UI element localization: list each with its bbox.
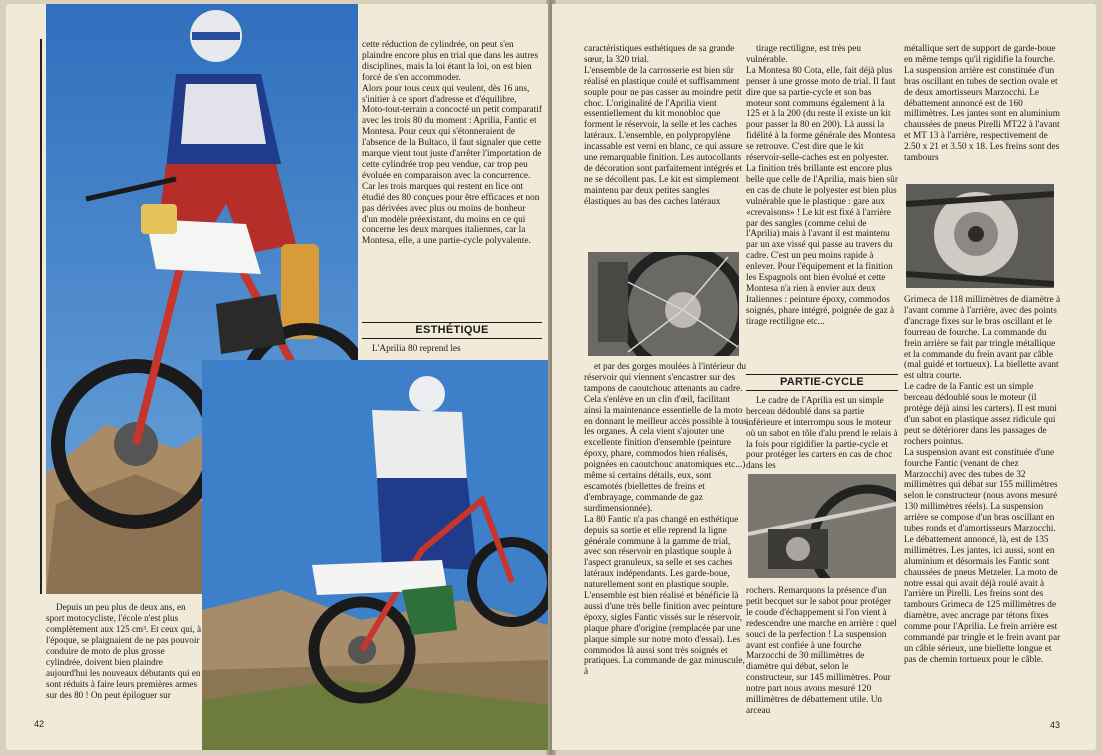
- left-page: [6, 4, 548, 750]
- col2-top-text: tirage rectiligne, est très peu vulnérable. La Montesa 80 Cota, elle, fait déjà plus penser à une grosse moto de trial. Il faut dire que sa partie-cycle et son bas moteur sont communs également à la 125 et à la 200 (du reste il existe un kit pour passer la 80 en 200). Là aussi la fidélité à la forme générale des Montesa se retrouve. C'est dire que le kit réservoir-selle-caches est en polyester. La finition très brillante est encore plus belle que celle de l'Aprilia, mais bien sûr en cas de chute le polyester est bien plus vulnérable que le plastique : gare aux «crevaisons» ! Le kit est fixé à l'arrière par des sangles (comme celui de l'Aprilia) mais à l'avant il est maintenu par un axe vissé qui passe au travers du cadre. C'est un peu moins rapide à enlever. Pour l'équipement et la finition les Espagnols ont bien évolué et cette Montesa n'a rien à envier aux deux Italiennes : peinture époxy, commodos soignés, phare intégré, poignée de gaz à tirage rectiligne etc...: [746, 44, 898, 327]
- page-number-right: 43: [1050, 720, 1061, 730]
- col3-bottom-text: Grimeca de 118 millimètres de diamètre à l'avant comme à l'arrière, avec des points d'ancrage fixes sur le bras oscillant et le fourreau de fourche. La commande du frein arrière se fait par tringle métallique et la commande du frein avant par câble (mal guidé et tortueux). La biellette avant est ultra courte. Le cadre de la Fantic est un simple berceau dédoublé sous le moteur (il protège déjà ainsi les carters). Il est muni d'un sabot en plastique assez ridicule qui peut se détériorer dans les passages de rochers pointus. La suspension avant est constituée d'une fourche Fantic (venant de chez Marzocchi) avec des tubes de 32 millimètres qui débat sur 155 millimètres selon le constructeur (nous avons mesuré 130 millimètres réels). La suspension arrière se compose d'un bras oscillant en tubes ronds et d'amortisseurs Marzocchi. Le débattement annoncé, là, est de 135 millimètres. Les jantes, ici aussi, sont en aluminium et désormais les Fantic sont chaussées de pneus Metzeler. La moto de notre essai qui avait déjà roulé avait à l'arrière un Pirelli. Les freins sont des tambours Grimeca de 125 millimètres de diamètre, avec ancrage par tétons fixes comme pour l'Aprilia. Le frein arrière est commandé par tringle et le frein avant par un câble sérieux, une biellette longue et pas de chemin tortueux pour le câble.: [904, 295, 1061, 665]
- second-trial-photo: [202, 360, 548, 750]
- intro-caption: Depuis un peu plus de deux ans, en sport motocycliste, l'école n'est plus complètement aux 125 cm³. Et ceux qui, à l'époque, se plaignaient de ne pas pouvoir conduire de moto de plus grosse cylindrée, doivent bien plaindre aujourd'hui les nouveaux débutants qui en sont réduits à faire leurs premières armes sur des 80 ! On peut épiloguer sur: [46, 602, 202, 700]
- col2-bottom-text: rochers. Remarquons la présence d'un petit becquet sur le sabot pour protéger le coude d'échappement si l'on vient à redescendre une marche en arrière : quel souci de la perfection ! La suspension avant est confiée à une fourche Marzocchi de 30 millimètres de diamètre qui débat, selon le constructeur, sur 145 millimètres. Pour notre part nous avons mesuré 120 millimètres de débattement utile. Un arceau: [746, 586, 897, 716]
- right-page: [552, 4, 1096, 750]
- left-page-column: cette réduction de cylindrée, on peut s'en plaindre encore plus en trial que dans les autres disciplines, mais la loi étant la loi, on est bien forcé de s'en accommoder. Alors pour tous ceux qui veulent, dès 16 ans, s'initier à ce sport d'adresse et d'équilibre, Moto-tout-terrain a concocté un petit comparatif avec les trois 80 du moment : Aprilia, Fantic et Montesa. Pour ceux qui s'étonneraient de l'absence de la Bultaco, il faut signaler que cette marque vient tout juste d'arrêter l'importation de cette cylindrée trop peu vendue, car trop peu évoluée en comparaison avec la concurrence. Car les trois marques qui restent en lice ont étudié des 80 conçues pour être efficaces et non pas dérivées avec plus ou moins de bonheur d'un modèle préexistant, du moins en ce qui concerne les deux marques italiennes, car la Montesa, elle, a une partie-cycle polyvalente.: [362, 40, 542, 247]
- col1-bottom-text: et par des gorges moulées à l'intérieur du réservoir qui viennent s'encastrer sur des tampons de caoutchouc attenants au cadre. Cela s'enlève en un clin d'œil, facilitant ainsi la maintenance essentielle de la moto en donnant le meilleur accès possible à tous les organes. À cela vient s'ajouter une excellente finition d'ensemble (peinture époxy, phare, commodos bien réalisés, poignées en caoutchouc anatomiques etc...) même si certains détails, eux, sont escamotés (biellettes de freins et d'embrayage, commande de gaz surdimensionnée). La 80 Fantic n'a pas changé en esthétique depuis sa sortie et elle reprend la ligne générale commune à la gamme de trial, avec son réservoir en plastique souple à l'aspect granuleux, sa selle et ses caches latéraux indépendants. Les garde-boue, naturellement sont en plastique souple. L'ensemble est bien réalisé et bénéficie là aussi d'une très belle finition avec peinture époxy, sigles Fantic vissés sur le réservoir, plaque phare d'origine (remplacée par une plaque simple sur notre moto d'essai). Les commodos là aussi sont très soignés et pratiques. La commande de gaz minuscule, à: [584, 362, 747, 678]
- col1-top-text: caractéristiques esthétiques de sa grande sœur, la 320 trial. L'ensemble de la carrosserie est bien sûr réalisé en plastique coulé et suffisamment souple pour ne pas casser au moindre petit choc. L'originalité de l'Aprilia vient essentiellement du kit monobloc que forment le réservoir, la selle et les caches latéraux. L'ensemble, en polypropylène incassable est verni en blanc, ce qui assure une remarquable finition. Les autocollants de décoration sont parfaitement intégrés et ne se décollent pas. Le kit est simplement maintenu par deux petites sangles élastiques au bas des caches latéraux: [584, 44, 743, 207]
- col3-top-text: métallique sert de support de garde-boue en même temps qu'il rigidifie la fourche. La suspension arrière est constituée d'un bras oscillant en tubes de section ovale et de deux amortisseurs Marzocchi. Le débattement annoncé est de 160 millimètres. Les jantes sont en aluminium chaussées de pneus Pirelli MT22 à l'avant et MT 13 à l'arrière, respectivement de 2.50 x 21 et 3.50 x 18. Les freins sont des tambours: [904, 44, 1060, 164]
- frame-detail-photo: [748, 474, 896, 578]
- caption-rule: [40, 39, 42, 594]
- section-title-partie-cycle: PARTIE-CYCLE: [746, 374, 898, 391]
- esthetique-block: ESTHÉTIQUE L'Aprilia 80 reprend les: [362, 318, 542, 358]
- wheel-detail-photo-2: [906, 184, 1054, 288]
- partie-cycle-block: PARTIE-CYCLE Le cadre de l'Aprilia est un simple berceau dédoublé dans sa partie inférieure et interrompu sous le moteur où un sabot en tôle d'alu prend le relais à la fois pour rigidifier la partie-cycle et pour protéger les carters en cas de choc dans les: [746, 376, 898, 470]
- section-title-esthetique: ESTHÉTIQUE: [362, 322, 542, 339]
- page-number-left: 42: [34, 719, 45, 729]
- wheel-detail-photo-1: [588, 252, 739, 356]
